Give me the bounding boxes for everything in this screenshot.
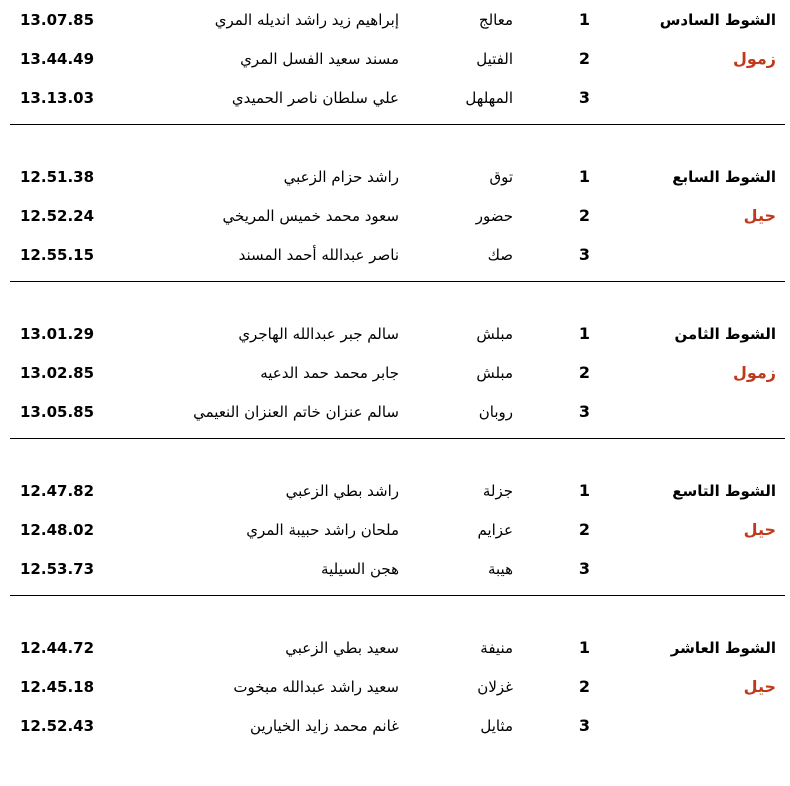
owner-name: سالم عنزان خاتم العنزان النعيمي	[193, 403, 399, 421]
rank-number: 3	[578, 245, 590, 264]
round-title: الشوط التاسع	[672, 482, 776, 500]
rank-number: 2	[578, 677, 590, 696]
camel-name: غزلان	[477, 678, 513, 696]
owner-name: ناصر عبدالله أحمد المسند	[238, 246, 399, 264]
rank-number: 3	[578, 716, 590, 735]
rank-number: 3	[578, 559, 590, 578]
camel-name: صك	[487, 246, 513, 264]
owner-name: هجن السيلية	[321, 560, 399, 578]
camel-name: روبان	[478, 403, 513, 421]
race-time: 13.13.03	[20, 89, 95, 107]
race-time: 13.02.85	[20, 364, 95, 382]
camel-name: مبلش	[476, 325, 513, 343]
category-label: حيل	[743, 206, 776, 225]
section-divider	[10, 124, 785, 125]
rank-number: 2	[578, 520, 590, 539]
race-time: 13.44.49	[20, 50, 95, 68]
category-label: زمول	[732, 49, 776, 68]
race-time: 12.52.43	[20, 717, 95, 735]
owner-name: سالم جبر عبدالله الهاجري	[238, 325, 399, 343]
section-divider	[10, 438, 785, 439]
rank-number: 1	[578, 324, 590, 343]
camel-name: توق	[489, 168, 513, 186]
race-time: 13.07.85	[20, 11, 95, 29]
race-time: 12.47.82	[20, 482, 95, 500]
owner-name: علي سلطان ناصر الحميدي	[231, 89, 399, 107]
rank-number: 1	[578, 638, 590, 657]
race-time: 12.45.18	[20, 678, 95, 696]
owner-name: سعود محمد خميس المريخي	[222, 207, 399, 225]
camel-name: المهلهل	[465, 89, 513, 107]
camel-name: الفتيل	[476, 50, 513, 68]
race-time: 12.44.72	[20, 639, 95, 657]
race-time: 12.52.24	[20, 207, 95, 225]
race-section	[0, 479, 790, 597]
camel-name: حضور	[475, 207, 513, 225]
race-time: 12.51.38	[20, 168, 95, 186]
race-section	[0, 636, 790, 754]
owner-name: ملحان راشد حبيبة المري	[246, 521, 399, 539]
rank-number: 2	[578, 363, 590, 382]
round-title: الشوط السادس	[659, 11, 776, 29]
section-divider	[10, 281, 785, 282]
owner-name: سعيد بطي الزعبي	[285, 639, 399, 657]
category-label: حيل	[743, 677, 776, 696]
rank-number: 2	[578, 206, 590, 225]
owner-name: مسند سعيد الفسل المري	[240, 50, 399, 68]
race-section	[0, 165, 790, 283]
owner-name: راشد بطي الزعبي	[285, 482, 399, 500]
round-title: الشوط السابع	[672, 168, 776, 186]
section-divider	[10, 595, 785, 596]
round-title: الشوط الثامن	[674, 325, 776, 343]
race-time: 12.53.73	[20, 560, 95, 578]
race-time: 13.01.29	[20, 325, 95, 343]
owner-name: سعيد راشد عبدالله مبخوت	[233, 678, 399, 696]
owner-name: إبراهيم زيد راشد انديله المري	[214, 11, 399, 29]
owner-name: غانم محمد زايد الخيارين	[250, 717, 399, 735]
camel-name: هيبة	[487, 560, 513, 578]
rank-number: 3	[578, 88, 590, 107]
owner-name: جابر محمد حمد الدعيه	[260, 364, 399, 382]
rank-number: 1	[578, 10, 590, 29]
round-title: الشوط العاشر	[670, 639, 776, 657]
camel-name: منيفة	[480, 639, 513, 657]
camel-name: معالج	[478, 11, 513, 29]
rank-number: 2	[578, 49, 590, 68]
category-label: زمول	[732, 363, 776, 382]
race-time: 12.48.02	[20, 521, 95, 539]
owner-name: راشد حزام الزعبي	[283, 168, 399, 186]
camel-name: جزلة	[482, 482, 513, 500]
race-time: 13.05.85	[20, 403, 95, 421]
race-section	[0, 8, 790, 126]
rank-number: 1	[578, 481, 590, 500]
rank-number: 3	[578, 402, 590, 421]
camel-name: عزايم	[477, 521, 513, 539]
rank-number: 1	[578, 167, 590, 186]
camel-name: مثايل	[480, 717, 513, 735]
camel-name: مبلش	[476, 364, 513, 382]
category-label: حيل	[743, 520, 776, 539]
race-time: 12.55.15	[20, 246, 95, 264]
race-section	[0, 322, 790, 440]
